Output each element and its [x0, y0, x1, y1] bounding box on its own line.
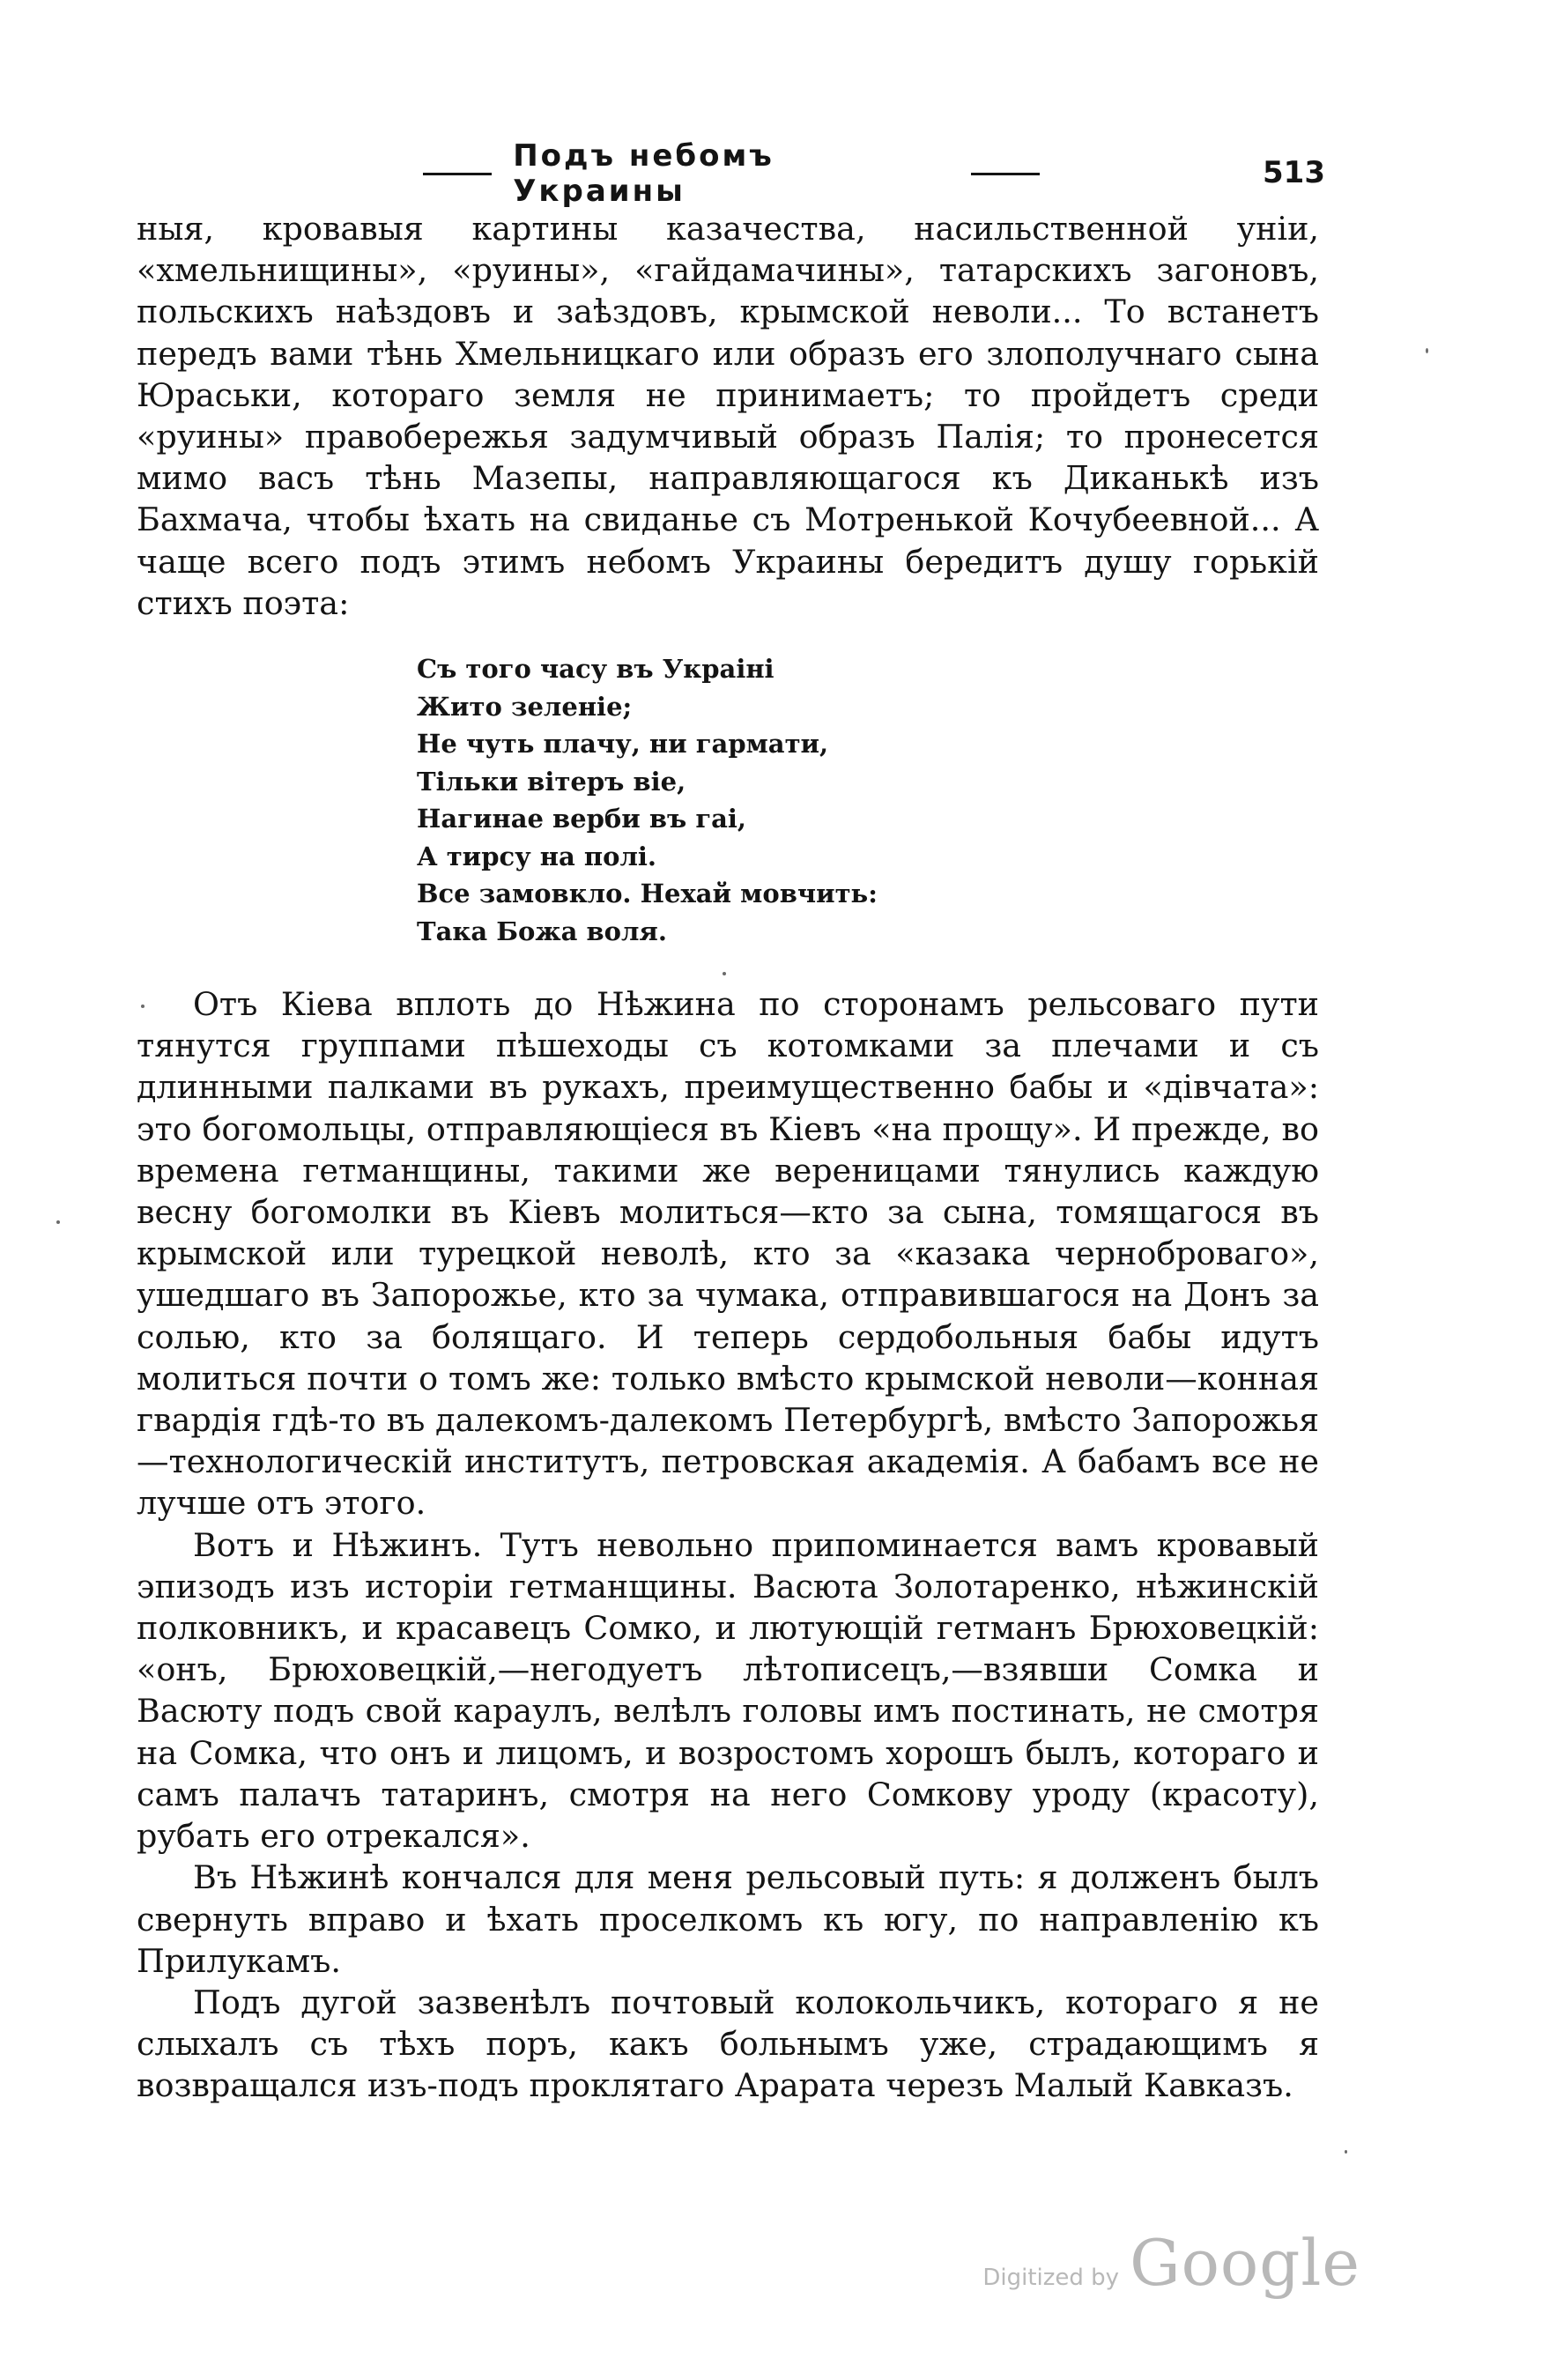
body-text — [137, 208, 1319, 2107]
print-speck — [1426, 348, 1428, 353]
verse-line: Жито зеленіе; — [417, 691, 633, 722]
verse-line: Не чуть плачу, ни гармати, — [417, 729, 829, 760]
verse-line: Съ того часу въ Украіні — [417, 654, 774, 685]
print-speck — [56, 1220, 60, 1224]
paragraph: Подъ дугой зазвенѣлъ почтовый колокольчикъ, котораго я не слыхалъ съ тѣхъ поръ, какъ больнымъ уже, страдающимъ я возвращался изъ-подъ проклятаго Арарата черезъ Малый Кавказъ. — [137, 1983, 1319, 2105]
paragraph: ныя, кровавыя картины казачества, насильственной уніи, «хмельнищины», «руины», «гайдамачины», татарскихъ загоновъ, польскихъ наѣздовъ и заѣздовъ, крымской неволи... То встанетъ передъ вами тѣнь Хмельницкаго или образъ его злополучнаго сына Юраськи, котораго земля не принимаетъ; то пройдетъ среди «руины» правобережья задумчивый образъ Палія; то пронесется мимо васъ тѣнь Мазепы, направляющагося къ Диканькѣ изъ Бахмача, чтобы ѣхать на свиданье съ Мотренькой Кочубеевной... А чаще всего подъ этимъ небомъ Украины бередитъ душу горькій стихъ поэта: — [137, 210, 1319, 622]
watermark-prefix: Digitized by — [982, 2265, 1120, 2291]
page-number: 513 — [1263, 155, 1325, 190]
verse-line: Тільки вітеръ віе, — [417, 766, 686, 797]
print-speck — [141, 1005, 145, 1008]
verse-quote — [417, 650, 1319, 950]
google-logo: Google — [1130, 2226, 1360, 2300]
paragraph: Въ Нѣжинѣ кончался для меня рельсовый путь: я долженъ былъ свернуть вправо и ѣхать проселкомъ къ югу, по направленію къ Прилукамъ. — [137, 1858, 1319, 1980]
print-speck — [723, 972, 726, 975]
paragraph: Отъ Кіева вплоть до Нѣжина по сторонамъ рельсоваго пути тянутся группами пѣшеходы съ котомками за плечами и съ длинными палками въ рукахъ, преимущественно бабы и «дівчата»: это богомольцы, отправляющіеся въ Кіевъ «на прощу». И прежде, во времена гетманщины, такими же вереницами тянулись каждую весну богомолки въ Кіевъ молиться—кто за сына, томящагося въ крымской или турецкой неволѣ, кто за «казака черноброваго», ушедшаго въ Запорожье, кто за чумака, отправившагося на Донъ за солью, кто за болящаго. И теперь сердобольныя бабы идутъ молиться почти о томъ же: только вмѣсто крымской неволи—конная гвардія гдѣ-то въ далекомъ-далекомъ Петербургѣ, вмѣсто Запорожья—технологическій институтъ, петровская академія. А бабамъ все не лучше отъ этого. — [137, 985, 1319, 1523]
running-header — [423, 138, 1040, 209]
verse-line: Така Божа воля. — [417, 916, 667, 946]
paragraph: Вотъ и Нѣжинъ. Тутъ невольно припоминается вамъ кровавый эпизодъ изъ исторіи гетманщины. Васюта Золотаренко, нѣжинскій полковникъ, и красавецъ Сомко, и лютующій гетманъ Брюховецкій: «онъ, Брюховецкій,—негодуетъ лѣтописецъ,—взявши Сомка и Васюту подъ свой караулъ, велѣлъ головы имъ постинать, не смотря на Сомка, что онъ и лицомъ, и возростомъ хорошъ былъ, котораго и самъ палачъ татаринъ, смотря на него Сомкову уроду (красоту), рубать его отрекался». — [137, 1525, 1319, 1856]
verse-line: Нагинае верби въ гаі, — [417, 804, 747, 834]
verse-line: А тирсу на полі. — [417, 841, 657, 871]
header-rule-left — [423, 173, 492, 175]
print-speck — [1345, 2150, 1347, 2154]
running-title: Подъ небомъ Украины — [513, 138, 774, 209]
verse-line: Все замовкло. Нехай мовчить: — [417, 879, 878, 909]
digitized-by-google-watermark — [982, 2226, 1360, 2300]
header-rule-right — [971, 173, 1040, 175]
